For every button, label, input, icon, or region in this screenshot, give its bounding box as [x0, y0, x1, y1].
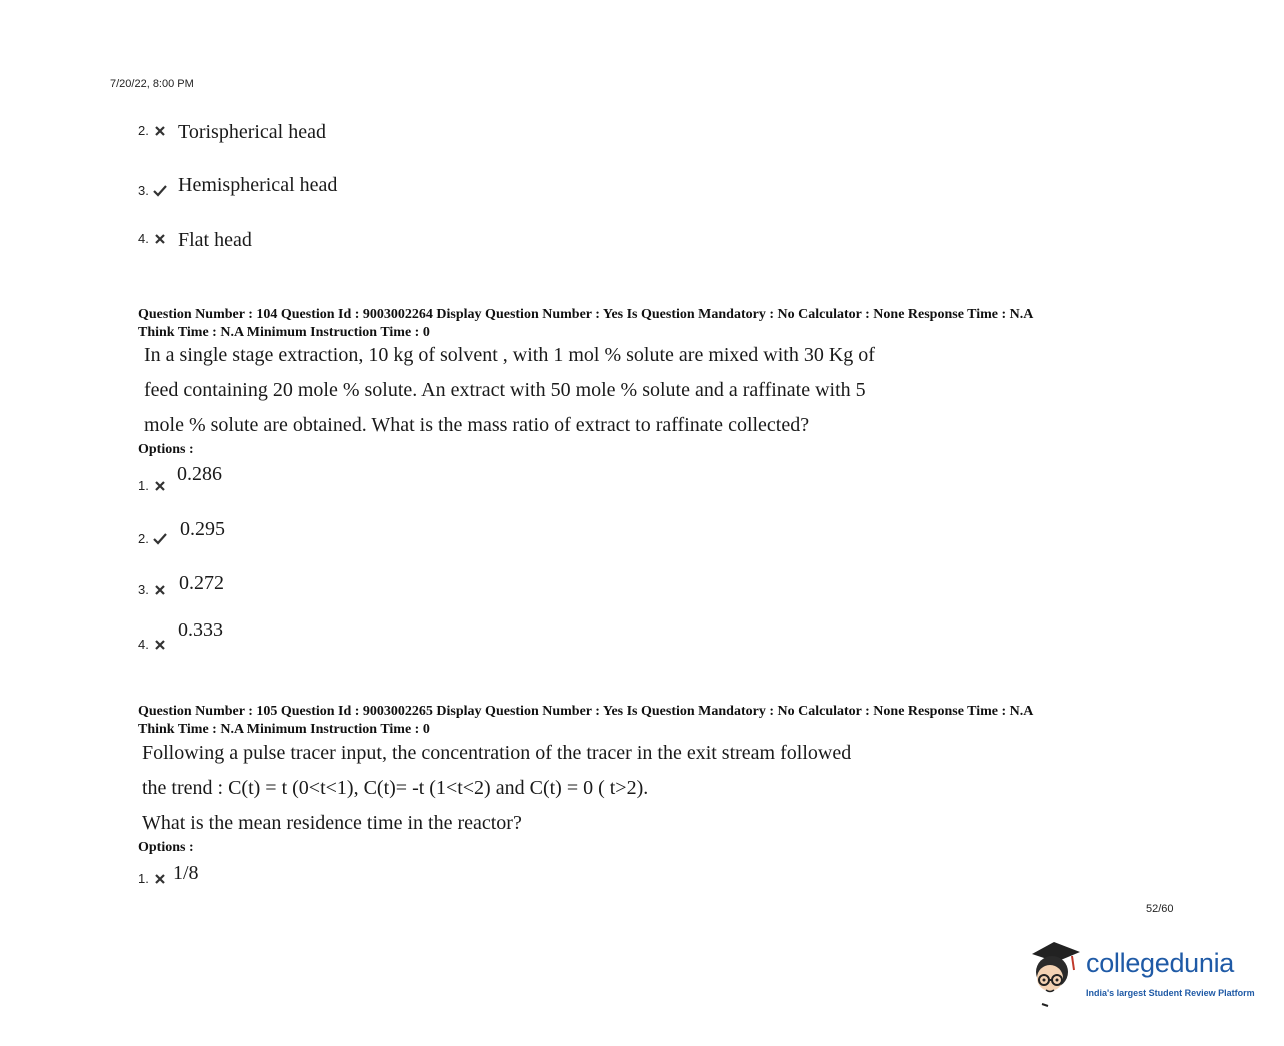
option-text: Torispherical head	[178, 121, 326, 143]
question-text-line: mole % solute are obtained. What is the mass ratio of extract to raffinate collected?	[144, 414, 810, 436]
option-row	[138, 477, 167, 495]
option-row	[138, 182, 167, 200]
option-text: 0.333	[178, 619, 223, 641]
logo-wordmark: collegedunia	[1086, 948, 1235, 978]
logo-tagline: India's largest Student Review Platform	[1086, 988, 1255, 998]
cross-icon	[153, 638, 167, 652]
cross-icon	[153, 479, 167, 493]
option-number: 1.	[138, 478, 149, 493]
option-row	[138, 530, 167, 548]
option-text: 0.286	[177, 463, 222, 485]
option-text: Hemispherical head	[178, 174, 338, 196]
option-text: Flat head	[178, 229, 252, 251]
question-meta-2: Think Time : N.A Minimum Instruction Time : 0	[138, 722, 430, 737]
check-icon	[153, 184, 167, 198]
option-number: 3.	[138, 183, 149, 198]
options-label: Options :	[138, 442, 194, 457]
cross-icon	[153, 232, 167, 246]
cross-icon	[153, 872, 167, 886]
option-text: 0.272	[179, 572, 224, 594]
collegedunia-logo	[1024, 940, 1254, 1010]
option-row	[138, 122, 167, 140]
mascot-icon	[1024, 940, 1084, 1010]
option-row	[138, 870, 167, 888]
option-number: 4.	[138, 637, 149, 652]
options-label: Options :	[138, 840, 194, 855]
question-meta-2: Think Time : N.A Minimum Instruction Time : 0	[138, 325, 430, 340]
question-text-line: Following a pulse tracer input, the concentration of the tracer in the exit stream followed	[142, 742, 852, 764]
question-text-line: In a single stage extraction, 10 kg of solvent , with 1 mol % solute are mixed with 30 Kg of	[144, 344, 875, 366]
option-number: 3.	[138, 582, 149, 597]
option-text: 1/8	[173, 862, 199, 884]
option-row	[138, 230, 167, 248]
question-text-line: What is the mean residence time in the reactor?	[142, 812, 522, 834]
option-number: 2.	[138, 531, 149, 546]
option-row	[138, 581, 167, 599]
cross-icon	[153, 124, 167, 138]
check-icon	[153, 532, 167, 546]
option-number: 2.	[138, 123, 149, 138]
cross-icon	[153, 583, 167, 597]
page-number: 52/60	[1146, 903, 1174, 915]
option-text: 0.295	[180, 518, 225, 540]
question-text-line: the trend : C(t) = t (0<t<1), C(t)= -t (1<t<2) and C(t) = 0 ( t>2).	[142, 777, 649, 799]
print-timestamp: 7/20/22, 8:00 PM	[110, 78, 194, 90]
question-meta: Question Number : 104 Question Id : 9003002264 Display Question Number : Yes Is Question Mandatory : No Calculator : None Response Time : N.A	[138, 307, 1034, 322]
question-meta: Question Number : 105 Question Id : 9003002265 Display Question Number : Yes Is Question Mandatory : No Calculator : None Response Time : N.A	[138, 704, 1034, 719]
option-row	[138, 636, 167, 654]
question-text-line: feed containing 20 mole % solute. An extract with 50 mole % solute and a raffinate with 5	[144, 379, 866, 401]
option-number: 1.	[138, 871, 149, 886]
option-number: 4.	[138, 231, 149, 246]
